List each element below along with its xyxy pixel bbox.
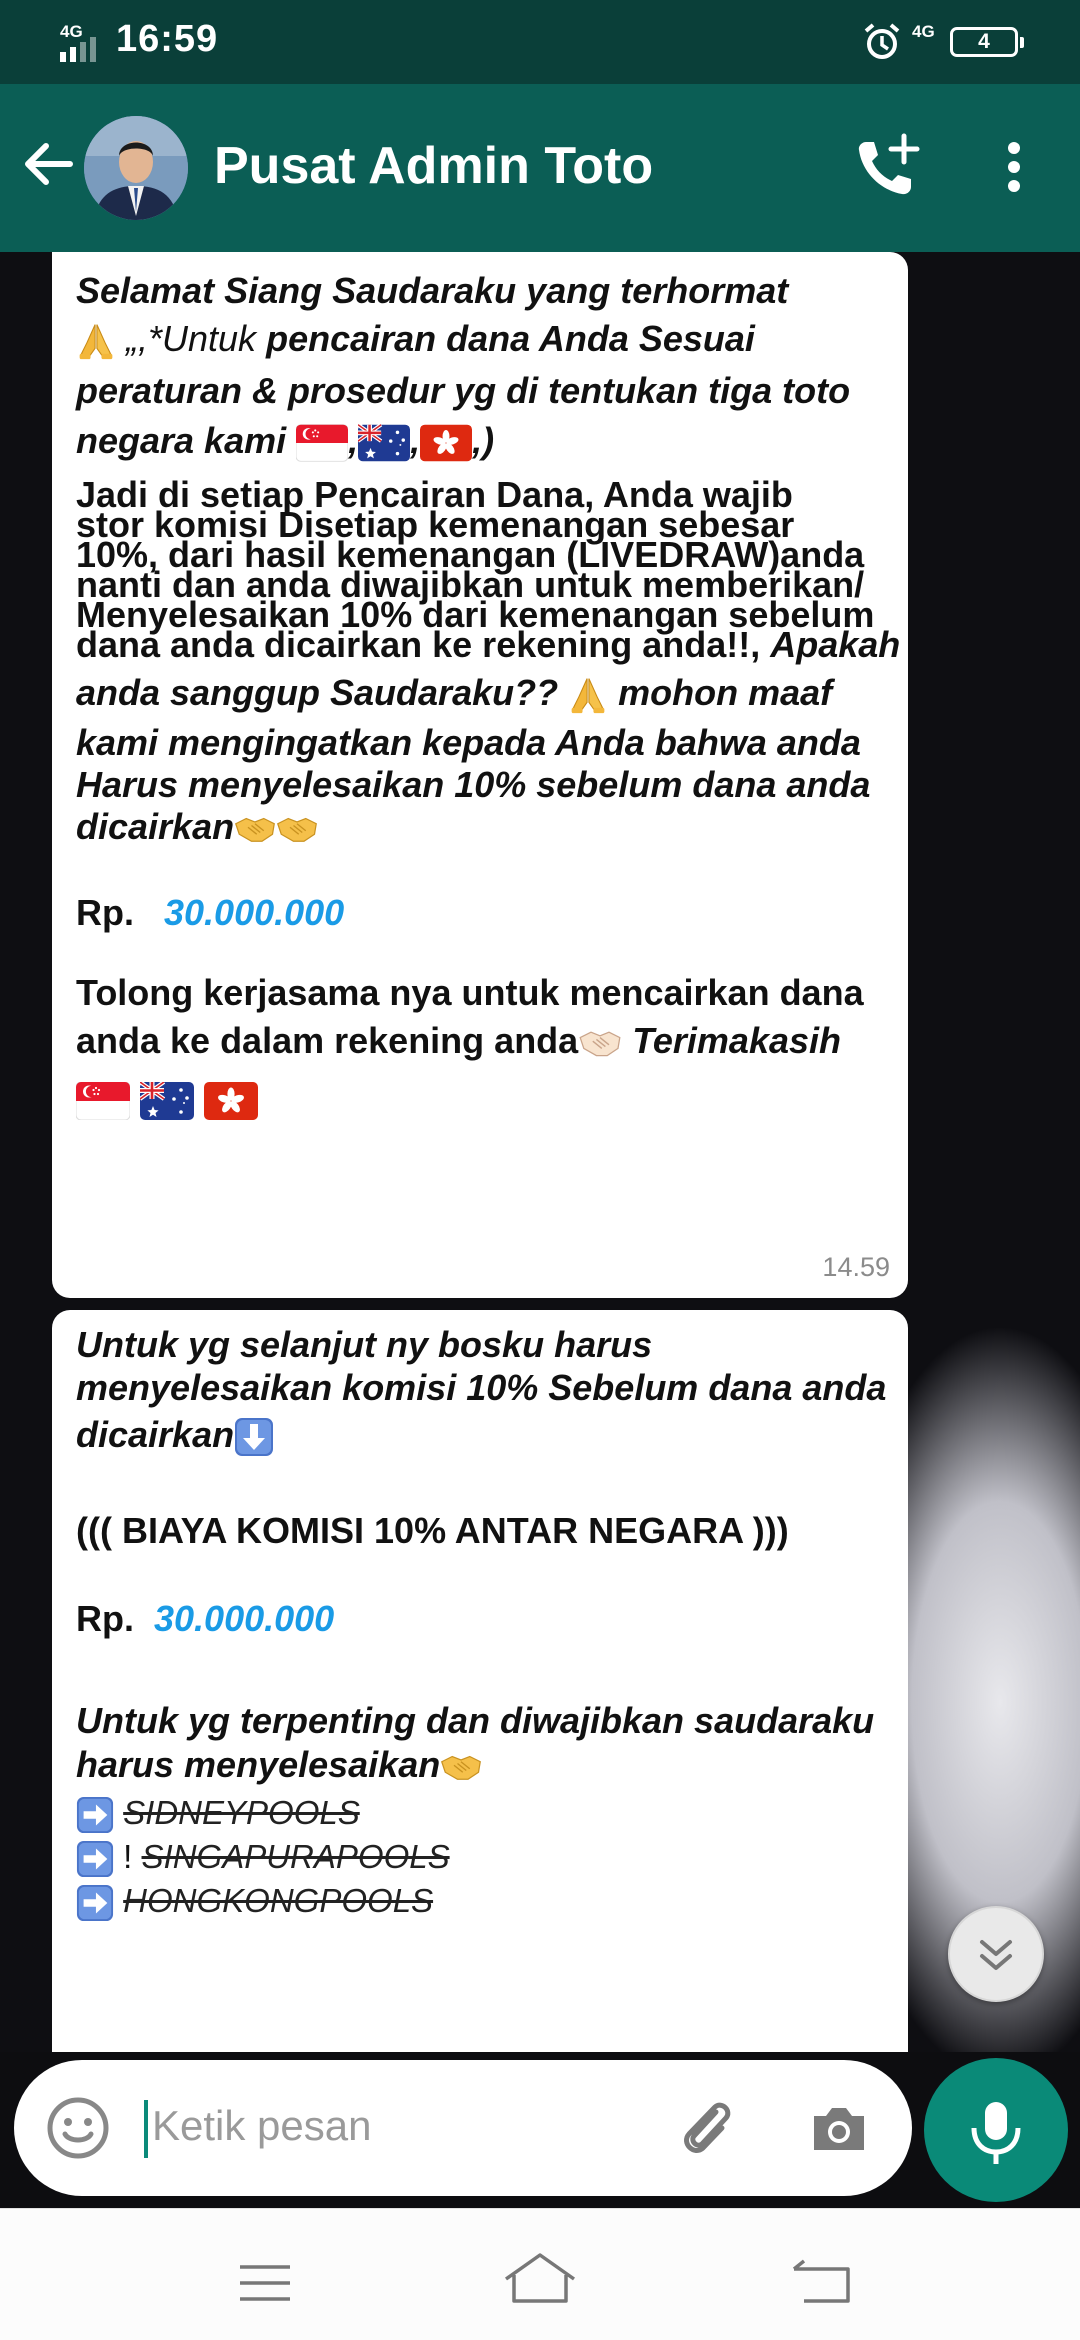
- more-vertical-icon[interactable]: [992, 134, 1038, 200]
- back-icon[interactable]: [790, 2257, 854, 2307]
- message-line: Harus menyelesaikan 10% sebelum dana anda: [76, 764, 871, 805]
- amount-value: 30.000.000: [164, 892, 345, 933]
- clock: 16:59: [116, 18, 219, 60]
- message-line: dicairkan: [76, 804, 884, 854]
- message-input[interactable]: Ketik pesan: [152, 2102, 372, 2149]
- status-bar: [0, 0, 1080, 84]
- signal-icon: [58, 22, 110, 62]
- flag-hongkong-icon: [420, 424, 472, 462]
- arrow-right-emoji-icon: [76, 1840, 114, 1878]
- message-line: harus menyelesaikan: [76, 1742, 884, 1790]
- amount-value: 30.000.000: [154, 1598, 335, 1639]
- smiley-icon[interactable]: [44, 2094, 112, 2162]
- pray-emoji-icon: [568, 674, 608, 716]
- message-line: nanti dan anda diwajibkan untuk memberikan/: [76, 564, 865, 605]
- message-line: peraturan & prosedur yg di tentukan tiga toto: [76, 370, 851, 411]
- flag-singapore-icon: [76, 1082, 130, 1120]
- paperclip-icon[interactable]: [670, 2092, 742, 2164]
- text-caret: [144, 2100, 148, 2158]
- message-time: 14.59: [822, 1252, 890, 1282]
- message-line: negara kami , , ,): [76, 420, 495, 461]
- add-call-icon[interactable]: [852, 132, 928, 202]
- network-type-right: 4G: [912, 22, 935, 41]
- message-bubble[interactable]: [52, 252, 908, 1298]
- handshake-emoji-icon: [276, 811, 318, 847]
- message-line: Selamat Siang Saudaraku yang terhormat: [76, 270, 789, 311]
- flag-hongkong-icon: [204, 1082, 258, 1120]
- chat-header: [0, 84, 1080, 252]
- handshake-emoji-icon: [440, 1749, 482, 1785]
- message-line: „,*Untuk pencairan dana Anda Sesuai: [76, 312, 884, 368]
- message-line: stor komisi Disetiap kemenangan sebesar: [76, 504, 795, 545]
- flag-singapore-icon: [296, 424, 348, 462]
- arrow-left-icon[interactable]: [18, 134, 78, 194]
- alarm-icon: [862, 22, 902, 62]
- list-item: ! SINGAPURAPOOLS: [76, 1834, 884, 1878]
- handshake-emoji-icon: [234, 811, 276, 847]
- message-line: kami mengingatkan kepada Anda bahwa anda: [76, 722, 861, 763]
- flag-australia-icon: [140, 1082, 194, 1120]
- arrow-down-emoji-icon: [234, 1417, 274, 1457]
- message-line: Menyelesaikan 10% dari kemenangan sebelum: [76, 594, 875, 635]
- amount-line: Rp. 30.000.000: [76, 892, 345, 933]
- pray-emoji-icon: [76, 320, 116, 362]
- contact-name[interactable]: Pusat Admin Toto: [214, 137, 654, 195]
- flag-australia-icon: [358, 424, 410, 462]
- network-type: 4G: [60, 22, 83, 41]
- double-chevron-down-icon[interactable]: [948, 1906, 1044, 2002]
- message-line: Jadi di setiap Pencairan Dana, Anda wajib: [76, 474, 793, 515]
- amount-line: Rp. 30.000.000: [76, 1598, 335, 1639]
- arrow-right-emoji-icon: [76, 1796, 114, 1834]
- message-line: ((( BIAYA KOMISI 10% ANTAR NEGARA ))): [76, 1510, 789, 1551]
- system-nav-bar: [0, 2208, 1080, 2340]
- message-line: 10%, dari hasil kemenangan (LIVEDRAW)anda: [76, 534, 865, 575]
- home-icon[interactable]: [502, 2249, 578, 2309]
- handshake-emoji-icon: [578, 1025, 622, 1061]
- message-line: dana anda dicairkan ke rekening anda!!, Apakah: [76, 624, 901, 665]
- camera-icon[interactable]: [804, 2094, 874, 2164]
- message-bubble[interactable]: [52, 1310, 908, 2052]
- message-line: dicairkan: [76, 1412, 884, 1464]
- avatar[interactable]: [84, 116, 188, 220]
- message-line: Untuk yg terpenting dan diwajibkan saudaraku: [76, 1700, 875, 1741]
- message-line: Untuk yg selanjut ny bosku harus: [76, 1324, 653, 1365]
- message-composer: [14, 2060, 912, 2196]
- message-line: menyelesaikan komisi 10% Sebelum dana anda: [76, 1367, 887, 1408]
- menu-icon[interactable]: [236, 2261, 296, 2305]
- message-line: anda sanggup Saudaraku?? mohon maaf: [76, 666, 884, 720]
- flags-line: [76, 1066, 884, 1122]
- message-line: Tolong kerjasama nya untuk mencairkan dana: [76, 972, 864, 1013]
- microphone-icon[interactable]: [924, 2058, 1068, 2202]
- arrow-right-emoji-icon: [76, 1884, 114, 1922]
- battery-icon: 4: [950, 27, 1018, 57]
- list-item: HONGKONGPOOLS: [76, 1878, 884, 1922]
- message-line: anda ke dalam rekening anda Terimakasih: [76, 1020, 841, 1061]
- list-item: SIDNEYPOOLS: [76, 1790, 884, 1834]
